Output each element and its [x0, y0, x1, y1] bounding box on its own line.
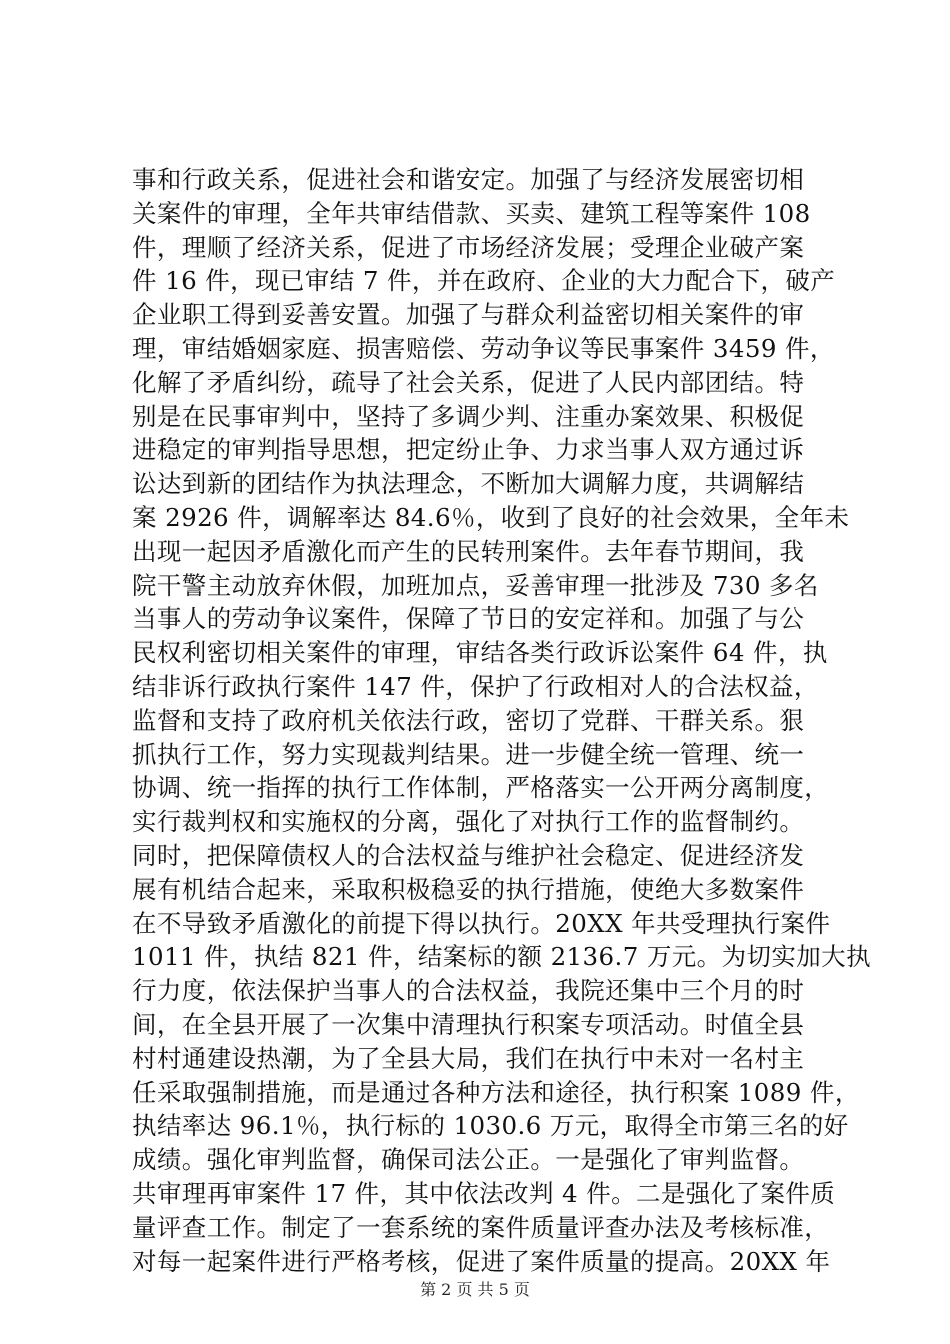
text-line: 在不导致矛盾激化的前提下得以执行。20XX 年共受理执行案件 [132, 908, 831, 938]
body-text [132, 163, 871, 1278]
text-line: 实行裁判权和实施权的分离，强化了对执行工作的监督制约。 [132, 807, 805, 837]
text-line: 监督和支持了政府机关依法行政，密切了党群、干群关系。狠 [132, 705, 805, 735]
text-line: 执结率达 96.1％，执行标的 1030.6 万元，取得全市第三名的好 [132, 1111, 849, 1141]
text-line: 民权利密切相关案件的审理，审结各类行政诉讼案件 64 件，执 [132, 638, 828, 668]
text-line: 展有机结合起来，采取积极稳妥的执行措施，使绝大多数案件 [132, 874, 805, 904]
text-line: 间，在全县开展了一次集中清理执行积案专项活动。时值全县 [132, 1009, 805, 1039]
text-line: 化解了矛盾纠纷，疏导了社会关系，促进了人民内部团结。特 [132, 367, 805, 397]
text-line: 量评查工作。制定了一套系统的案件质量评查办法及考核标准， [132, 1212, 830, 1242]
text-line: 任采取强制措施，而是通过各种方法和途径，执行积案 1089 件， [132, 1077, 860, 1107]
text-line: 当事人的劳动争议案件，保障了节日的安定祥和。加强了与公 [132, 604, 805, 634]
text-line: 关案件的审理，全年共审结借款、买卖、建筑工程等案件 108 [132, 198, 811, 228]
text-line: 行力度，依法保护当事人的合法权益，我院还集中三个月的时 [132, 976, 805, 1006]
text-line: 件，理顺了经济关系，促进了市场经济发展；受理企业破产案 [132, 232, 805, 262]
text-line: 村村通建设热潮，为了全县大局，我们在执行中未对一名村主 [132, 1043, 805, 1073]
text-line: 共审理再审案件 17 件，其中依法改判 4 件。二是强化了案件质 [132, 1178, 836, 1208]
text-line: 件 16 件，现已审结 7 件，并在政府、企业的大力配合下，破产 [132, 266, 836, 296]
text-line: 事和行政关系，促进社会和谐安定。加强了与经济发展密切相 [132, 165, 805, 194]
text-line: 协调、统一指挥的执行工作体制，严格落实一公开两分离制度， [132, 773, 830, 803]
text-line: 别是在民事审判中，坚持了多调少判、注重办案效果、积极促 [132, 401, 805, 431]
text-line: 院干警主动放弃休假，加班加点，妥善审理一批涉及 730 多名 [132, 570, 819, 600]
text-line: 案 2926 件，调解率达 84.6％，收到了良好的社会效果，全年未 [132, 502, 850, 532]
text-line: 出现一起因矛盾激化而产生的民转刑案件。去年春节期间，我 [132, 536, 805, 566]
text-line: 抓执行工作，努力实现裁判结果。进一步健全统一管理、统一 [132, 739, 805, 769]
text-line: 企业职工得到妥善安置。加强了与群众利益密切相关案件的审 [132, 300, 805, 330]
text-line: 同时，把保障债权人的合法权益与维护社会稳定、促进经济发 [132, 840, 805, 870]
text-line: 理，审结婚姻家庭、损害赔偿、劳动争议等民事案件 3459 件， [132, 333, 835, 363]
text-line: 1011 件，执结 821 件，结案标的额 2136.7 万元。为切实加大执 [132, 942, 871, 972]
text-line: 讼达到新的团结作为执法理念，不断加大调解力度，共调解结 [132, 469, 805, 499]
text-line: 对每一起案件进行严格考核，促进了案件质量的提高。20XX 年 [132, 1246, 831, 1276]
page-number-footer: 第 2 页 共 5 页 [420, 1280, 530, 1299]
text-line: 进稳定的审判指导思想，把定纷止争、力求当事人双方通过诉 [132, 435, 805, 465]
text-line: 结非诉行政执行案件 147 件，保护了行政相对人的合法权益， [132, 671, 819, 701]
text-line: 成绩。强化审判监督，确保司法公正。一是强化了审判监督。 [132, 1145, 805, 1175]
